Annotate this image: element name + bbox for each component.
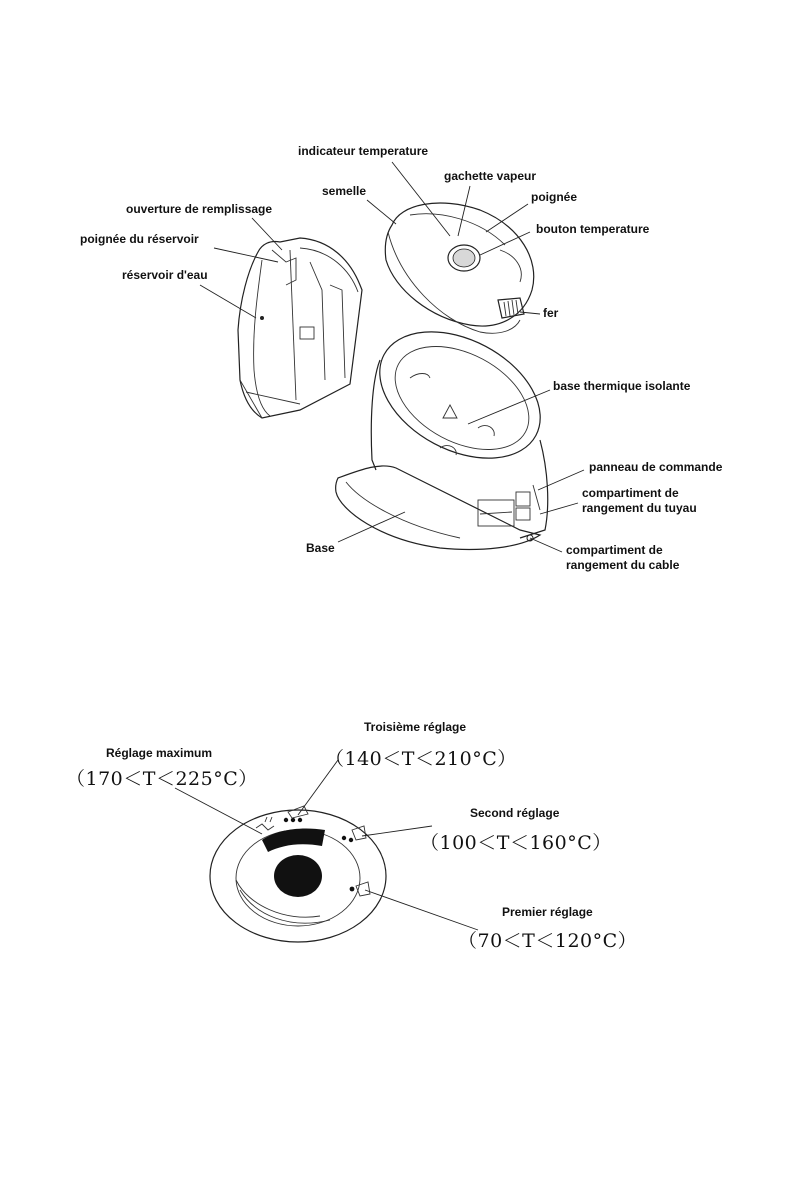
- water-tank-drawing: [238, 238, 362, 418]
- label-compartiment-cable: [566, 543, 679, 573]
- label-indicateur-temperature: indicateur temperature: [298, 144, 429, 158]
- label-base-thermique: base thermique isolante: [553, 379, 691, 393]
- iron-drawing: [385, 203, 533, 333]
- label-poignee-reservoir: poignée du réservoir: [80, 232, 199, 246]
- label-compartiment-cable-line2: rangement du cable: [566, 558, 680, 572]
- label-semelle: semelle: [322, 184, 367, 198]
- label-troisieme-reglage: Troisième réglage: [364, 720, 467, 734]
- label-compartiment-cable-line1: compartiment de: [566, 543, 663, 557]
- range-premier-reglage: （70＜T＜120°C）: [458, 930, 638, 952]
- label-bouton-temperature: bouton temperature: [536, 222, 650, 236]
- label-fer: fer: [543, 306, 559, 320]
- temperature-dial-drawing: [210, 806, 386, 942]
- leader-lines-top: [200, 162, 584, 552]
- label-base: Base: [306, 541, 335, 555]
- label-reglage-maximum: Réglage maximum: [106, 746, 213, 760]
- range-reglage-maximum: （170＜T＜225°C）: [66, 768, 258, 790]
- label-gachette-vapeur: gachette vapeur: [444, 169, 537, 183]
- label-poignee: poignée: [531, 190, 578, 204]
- label-compartiment-tuyau-line2: rangement du tuyau: [582, 501, 697, 515]
- range-troisieme-reglage: （140＜T＜210°C）: [325, 748, 517, 770]
- label-compartiment-tuyau: [582, 486, 697, 516]
- label-ouverture-remplissage: ouverture de remplissage: [126, 202, 273, 216]
- base-drawing: [336, 306, 562, 549]
- label-second-reglage: Second réglage: [470, 806, 560, 820]
- label-panneau-commande: panneau de commande: [589, 460, 723, 474]
- label-reservoir-eau: réservoir d'eau: [122, 268, 208, 282]
- label-premier-reglage: Premier réglage: [502, 905, 593, 919]
- label-compartiment-tuyau-line1: compartiment de: [582, 486, 679, 500]
- range-second-reglage: （100＜T＜160°C）: [420, 832, 612, 854]
